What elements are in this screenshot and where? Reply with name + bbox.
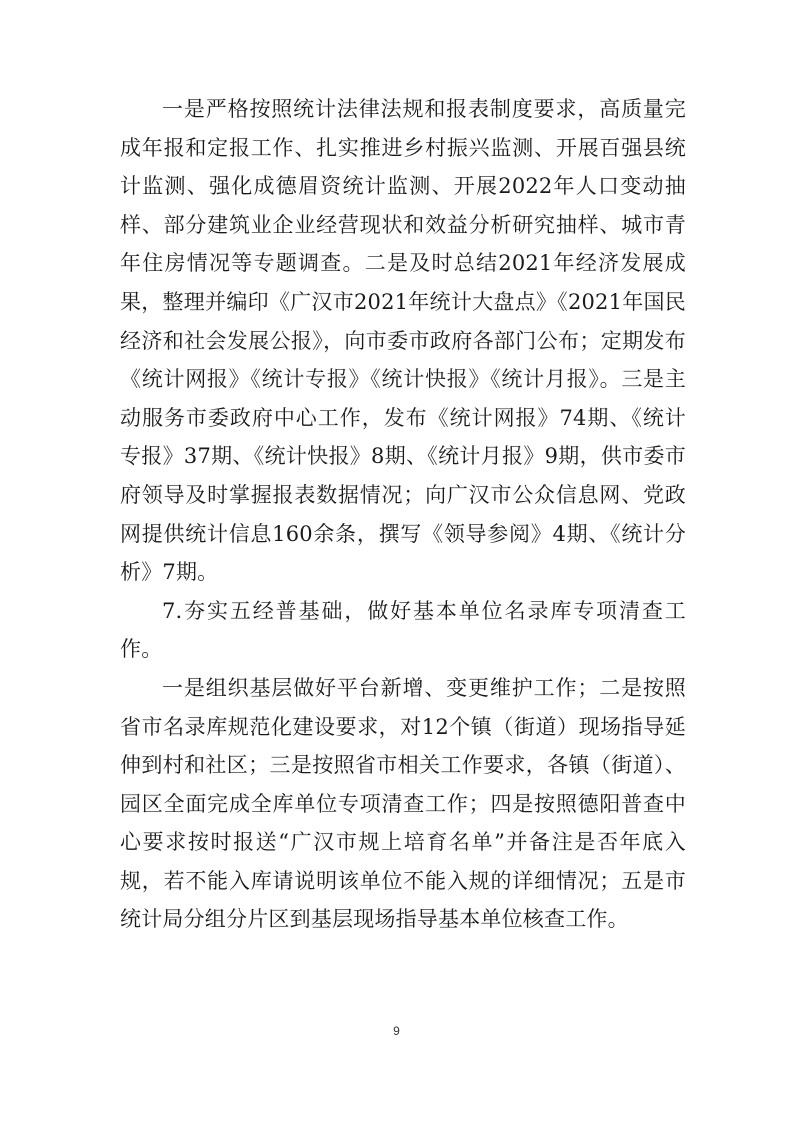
- paragraph-statistics-work: 一是严格按照统计法律法规和报表制度要求，高质量完成年报和定报工作、扎实推进乡村振兴监测、开展百强县统计监测、强化成德眉资统计监测、开展2022年人口变动抽样、部分建筑业企业经营现状和效益分析研究抽样、城市青年住房情况等专题调查。二是及时总结2021年经济发展成果，整理并编印《广汉市2021年统计大盘点》《2021年国民经济和社会发展公报》，向市委市政府各部门公布；定期发布《统计网报》《统计专报》《统计快报》《统计月报》。三是主动服务市委政府中心工作，发布《统计网报》74期、《统计专报》37期、《统计快报》8期、《统计月报》9期，供市委市府领导及时掌握报表数据情况；向广汉市公众信息网、党政网提供统计信息160余条，撰写《领导参阅》4期、《统计分析》7期。: [120, 97, 686, 585]
- section-heading-7: 7.夯实五经普基础，做好基本单位名录库专项清查工作。: [120, 598, 686, 662]
- document-body: [120, 90, 686, 939]
- paragraph-directory-cleanup: 一是组织基层做好平台新增、变更维护工作；二是按照省市名录库规范化建设要求，对12个镇（街道）现场指导延伸到村和社区；三是按照省市相关工作要求，各镇（街道）、园区全面完成全库单位专项清查工作；四是按照德阳普查中心要求按时报送“广汉市规上培育名单”并备注是否年底入规，若不能入库请说明该单位不能入规的详细情况；五是市统计局分组分片区到基层现场指导基本单位核查工作。: [120, 675, 686, 932]
- page-number: 9: [393, 1024, 400, 1038]
